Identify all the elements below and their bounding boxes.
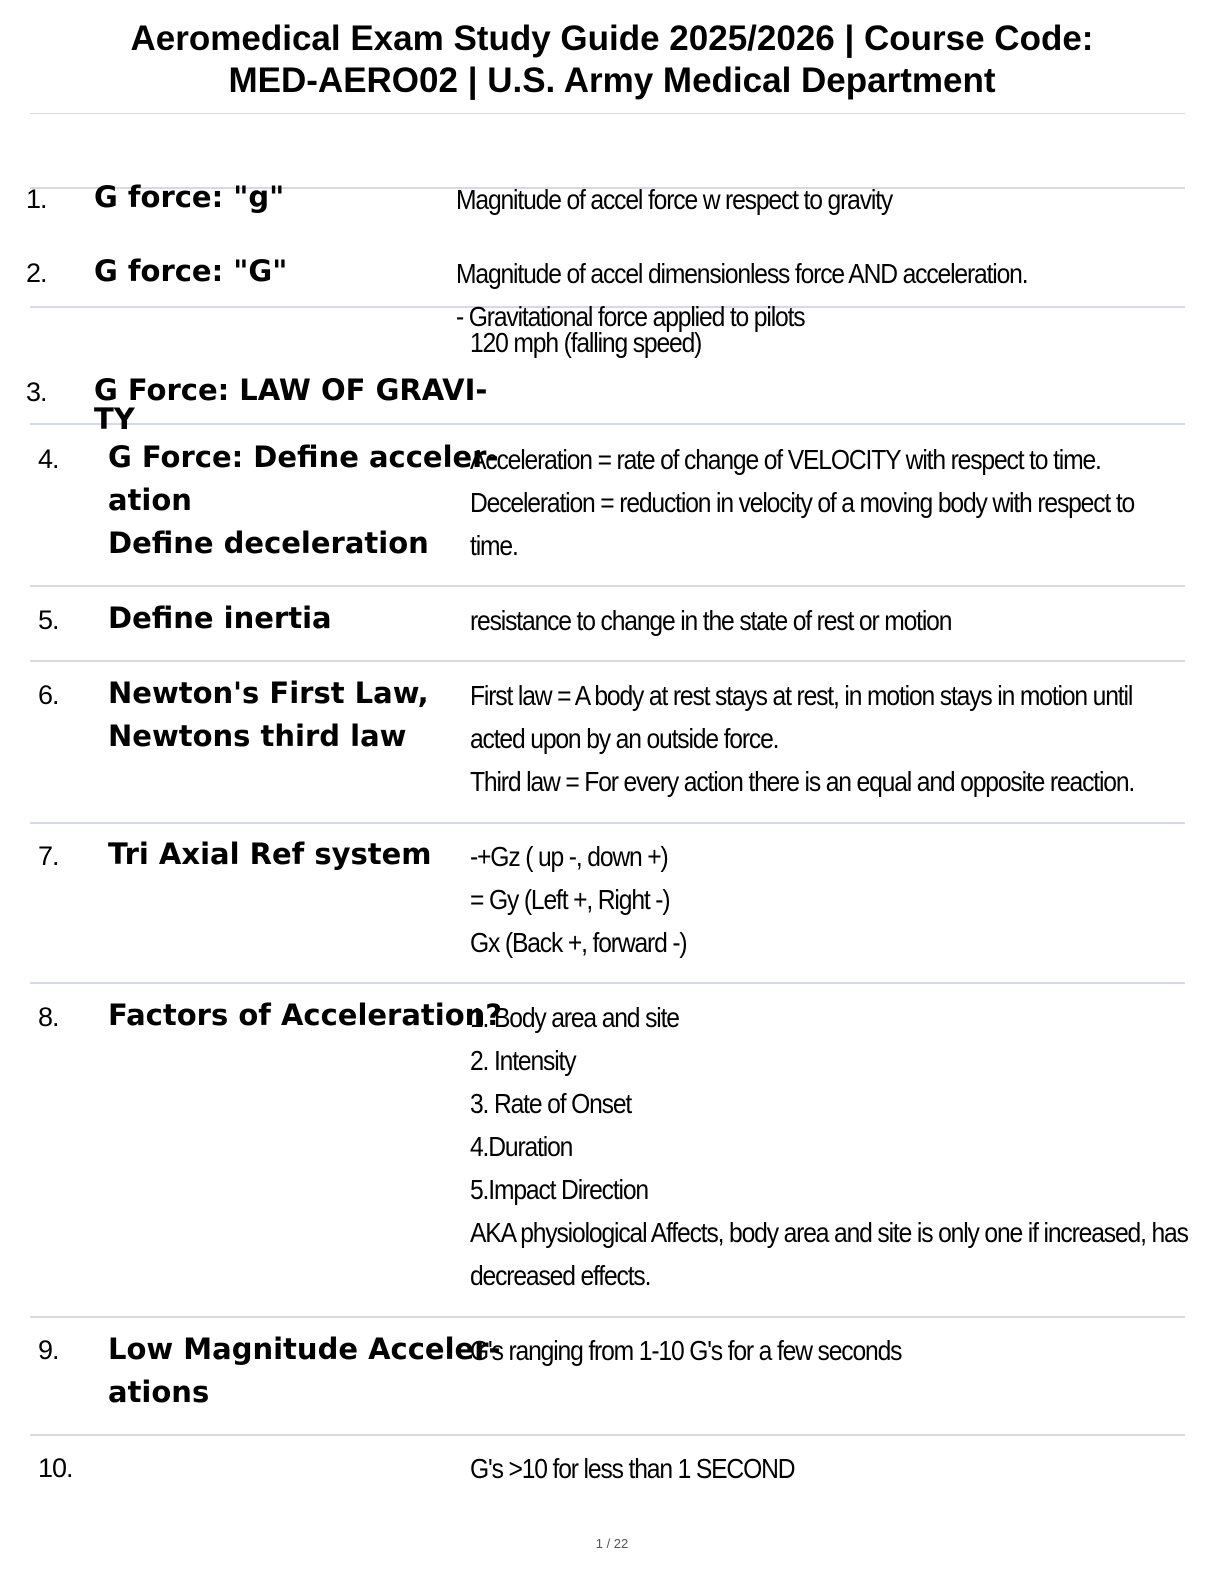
definition-line: -+Gz ( up -, down +) xyxy=(470,841,668,872)
definition-line: First law = A body at rest stays at rest, in motion stays in motion until xyxy=(470,680,1133,711)
card-number: 9. xyxy=(38,1335,59,1365)
definition-line: Magnitude of accel force w respect to gravity xyxy=(456,184,893,215)
card-definition xyxy=(456,178,892,221)
title-line-2: MED-AERO02 | U.S. Army Medical Department xyxy=(228,61,996,100)
card-definition xyxy=(470,599,951,642)
card-number: 5. xyxy=(38,605,59,635)
card-term xyxy=(108,597,332,640)
definition-line: time. xyxy=(470,530,518,561)
card-term xyxy=(108,672,429,758)
card-number: 2. xyxy=(26,258,47,288)
definition-line: 4.Duration xyxy=(470,1131,573,1162)
card-number: 6. xyxy=(38,680,59,710)
term-line: Newtons third law xyxy=(108,719,407,753)
card-number: 10. xyxy=(38,1453,73,1483)
row-divider xyxy=(30,1316,1185,1318)
card-number: 4. xyxy=(38,444,59,474)
card-term xyxy=(108,833,432,876)
definition-line: G's >10 for less than 1 SECOND xyxy=(470,1453,795,1484)
definition-line: 1. Body area and site xyxy=(470,1002,679,1033)
card-term xyxy=(108,1328,501,1414)
definition-line: decreased effects. xyxy=(470,1260,651,1291)
definition-line: G's ranging from 1-10 G's for a few seconds xyxy=(470,1335,902,1366)
term-line: Tri Axial Ref system xyxy=(108,837,432,871)
card-definition xyxy=(470,1329,901,1372)
card-definition xyxy=(470,1447,794,1490)
term-line: G force: "G" xyxy=(94,254,288,288)
card-term xyxy=(94,250,287,293)
definition-line: Third law = For every action there is an equal and opposite reaction. xyxy=(470,766,1135,797)
definition-line: = Gy (Left +, Right -) xyxy=(470,884,670,915)
definition-line: resistance to change in the state of rest or motion xyxy=(470,605,952,636)
definition-line: 3. Rate of Onset xyxy=(470,1088,632,1119)
term-line: G force: "g" xyxy=(94,180,285,214)
card-term xyxy=(108,436,499,565)
card-definition xyxy=(470,996,1188,1297)
row-divider xyxy=(30,822,1185,824)
card-term xyxy=(94,369,487,441)
row-divider xyxy=(30,1434,1185,1436)
term-line: G Force: Define acceler- xyxy=(108,440,499,474)
card-number: 7. xyxy=(38,841,59,871)
definition-line: AKA physiological Affects, body area and site is only one if increased, has xyxy=(470,1217,1188,1248)
term-line: ations xyxy=(108,1375,210,1409)
definition-line: 120 mph (falling speed) xyxy=(470,327,702,358)
term-line: Factors of Acceleration? xyxy=(108,998,503,1032)
page-indicator: 1 / 22 xyxy=(595,1536,629,1551)
title-divider xyxy=(30,113,1185,114)
term-line: Define deceleration xyxy=(108,526,429,560)
card-term xyxy=(108,994,502,1037)
page-title xyxy=(60,18,1164,102)
title-line-1: Aeromedical Exam Study Guide 2025/2026 | Course Code: xyxy=(130,19,1094,58)
card-number: 1. xyxy=(26,184,47,214)
term-line: TY xyxy=(94,402,135,436)
card-definition xyxy=(470,438,1134,567)
card-number: 8. xyxy=(38,1002,59,1032)
row-divider xyxy=(30,660,1185,662)
definition-line: acted upon by an outside force. xyxy=(470,723,779,754)
card-definition xyxy=(470,674,1134,803)
term-line: Define inertia xyxy=(108,601,332,635)
definition-line: Deceleration = reduction in velocity of a moving body with respect to xyxy=(470,487,1135,518)
term-line: ation xyxy=(108,483,192,517)
term-line: Low Magnitude Acceler- xyxy=(108,1332,501,1366)
term-line: Newton's First Law, xyxy=(108,676,429,710)
definition-line: Acceleration = rate of change of VELOCITY with respect to time. xyxy=(470,444,1101,475)
row-divider xyxy=(30,982,1185,984)
definition-line: Gx (Back +, forward -) xyxy=(470,927,687,958)
definition-line: 2. Intensity xyxy=(470,1045,576,1076)
definition-line: Magnitude of accel dimensionless force AND acceleration. xyxy=(456,258,1028,289)
card-definition xyxy=(470,321,701,364)
card-definition xyxy=(470,835,686,964)
row-divider xyxy=(30,585,1185,587)
card-term xyxy=(94,176,284,219)
card-number: 3. xyxy=(26,377,47,407)
definition-line: 5.Impact Direction xyxy=(470,1174,648,1205)
definition-line: - Gravitational force applied to pilots xyxy=(456,301,805,332)
term-line: G Force: LAW OF GRAVI- xyxy=(94,373,488,407)
